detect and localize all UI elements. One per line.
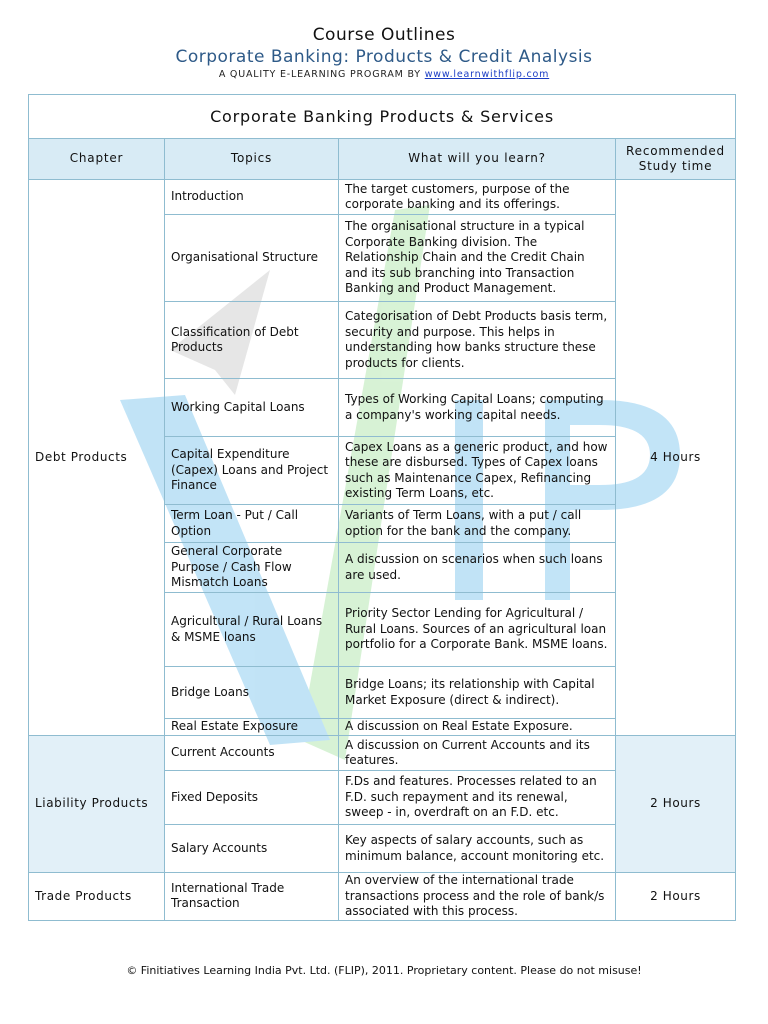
learn-cell: Bridge Loans; its relationship with Capital Market Exposure (direct & indirect).	[339, 667, 616, 719]
page-header	[0, 24, 768, 82]
program-tagline	[0, 68, 768, 82]
table-row	[29, 736, 736, 771]
header-chapter: Chapter	[29, 139, 165, 180]
table-row	[29, 180, 736, 215]
topic-cell: Fixed Deposits	[165, 771, 339, 825]
topic-cell: Agricultural / Rural Loans & MSME loans	[165, 593, 339, 667]
chapter-liability-products: Liability Products	[29, 736, 165, 873]
topic-cell: Salary Accounts	[165, 825, 339, 873]
topic-cell: General Corporate Purpose / Cash Flow Mismatch Loans	[165, 543, 339, 593]
copyright-footer: © Finitiatives Learning India Pvt. Ltd. (FLIP), 2011. Proprietary content. Please do not misuse!	[126, 964, 642, 977]
time-liability-products: 2 Hours	[616, 736, 736, 873]
header-what-will-you-learn: What will you learn?	[339, 139, 616, 180]
tagline-text: A QUALITY E-LEARNING PROGRAM BY	[218, 69, 425, 80]
topic-cell: Working Capital Loans	[165, 379, 339, 437]
learn-cell: Types of Working Capital Loans; computing a company's working capital needs.	[339, 379, 616, 437]
topic-cell: Classification of Debt Products	[165, 302, 339, 379]
topic-cell: Bridge Loans	[165, 667, 339, 719]
learn-cell: The target customers, purpose of the corporate banking and its offerings.	[339, 180, 616, 215]
table-caption: Corporate Banking Products & Services	[29, 95, 736, 139]
learn-cell: A discussion on Real Estate Exposure.	[339, 719, 616, 736]
learn-cell: Capex Loans as a generic product, and how these are disbursed. Types of Capex loans such as Maintenance Capex, Refinancing existing Term Loans, etc.	[339, 437, 616, 505]
learn-cell: Variants of Term Loans, with a put / call option for the bank and the company.	[339, 505, 616, 543]
topic-cell: Organisational Structure	[165, 215, 339, 302]
header-topics: Topics	[165, 139, 339, 180]
table-row	[29, 873, 736, 921]
course-outline-table	[28, 94, 736, 921]
course-subtitle: Corporate Banking: Products & Credit Analysis	[175, 47, 593, 67]
topic-cell: International Trade Transaction	[165, 873, 339, 921]
topic-cell: Term Loan - Put / Call Option	[165, 505, 339, 543]
topic-cell: Real Estate Exposure	[165, 719, 339, 736]
learn-cell: An overview of the international trade transactions process and the role of bank/s associated with this process.	[339, 873, 616, 921]
topic-cell: Introduction	[165, 180, 339, 215]
chapter-trade-products: Trade Products	[29, 873, 165, 921]
topic-cell: Capital Expenditure (Capex) Loans and Project Finance	[165, 437, 339, 505]
page-title: Course Outlines	[312, 25, 456, 45]
website-link[interactable]: www.learnwithflip.com	[424, 69, 550, 80]
learn-cell: Priority Sector Lending for Agricultural / Rural Loans. Sources of an agricultural loan portfolio for a Corporate Bank. MSME loans.	[339, 593, 616, 667]
time-debt-products: 4 Hours	[616, 180, 736, 736]
chapter-debt-products: Debt Products	[29, 180, 165, 736]
learn-cell: A discussion on Current Accounts and its features.	[339, 736, 616, 771]
topic-cell: Current Accounts	[165, 736, 339, 771]
learn-cell: The organisational structure in a typical Corporate Banking division. The Relationship Chain and the Credit Chain and its sub branching into Transaction Banking and Product Management.	[339, 215, 616, 302]
time-trade-products: 2 Hours	[616, 873, 736, 921]
learn-cell: F.Ds and features. Processes related to an F.D. such repayment and its renewal, sweep - in, overdraft on an F.D. etc.	[339, 771, 616, 825]
learn-cell: Key aspects of salary accounts, such as minimum balance, account monitoring etc.	[339, 825, 616, 873]
learn-cell: A discussion on scenarios when such loans are used.	[339, 543, 616, 593]
header-study-time: Recommended Study time	[616, 139, 736, 180]
learn-cell: Categorisation of Debt Products basis term, security and purpose. This helps in understanding how banks structure these products for clients.	[339, 302, 616, 379]
